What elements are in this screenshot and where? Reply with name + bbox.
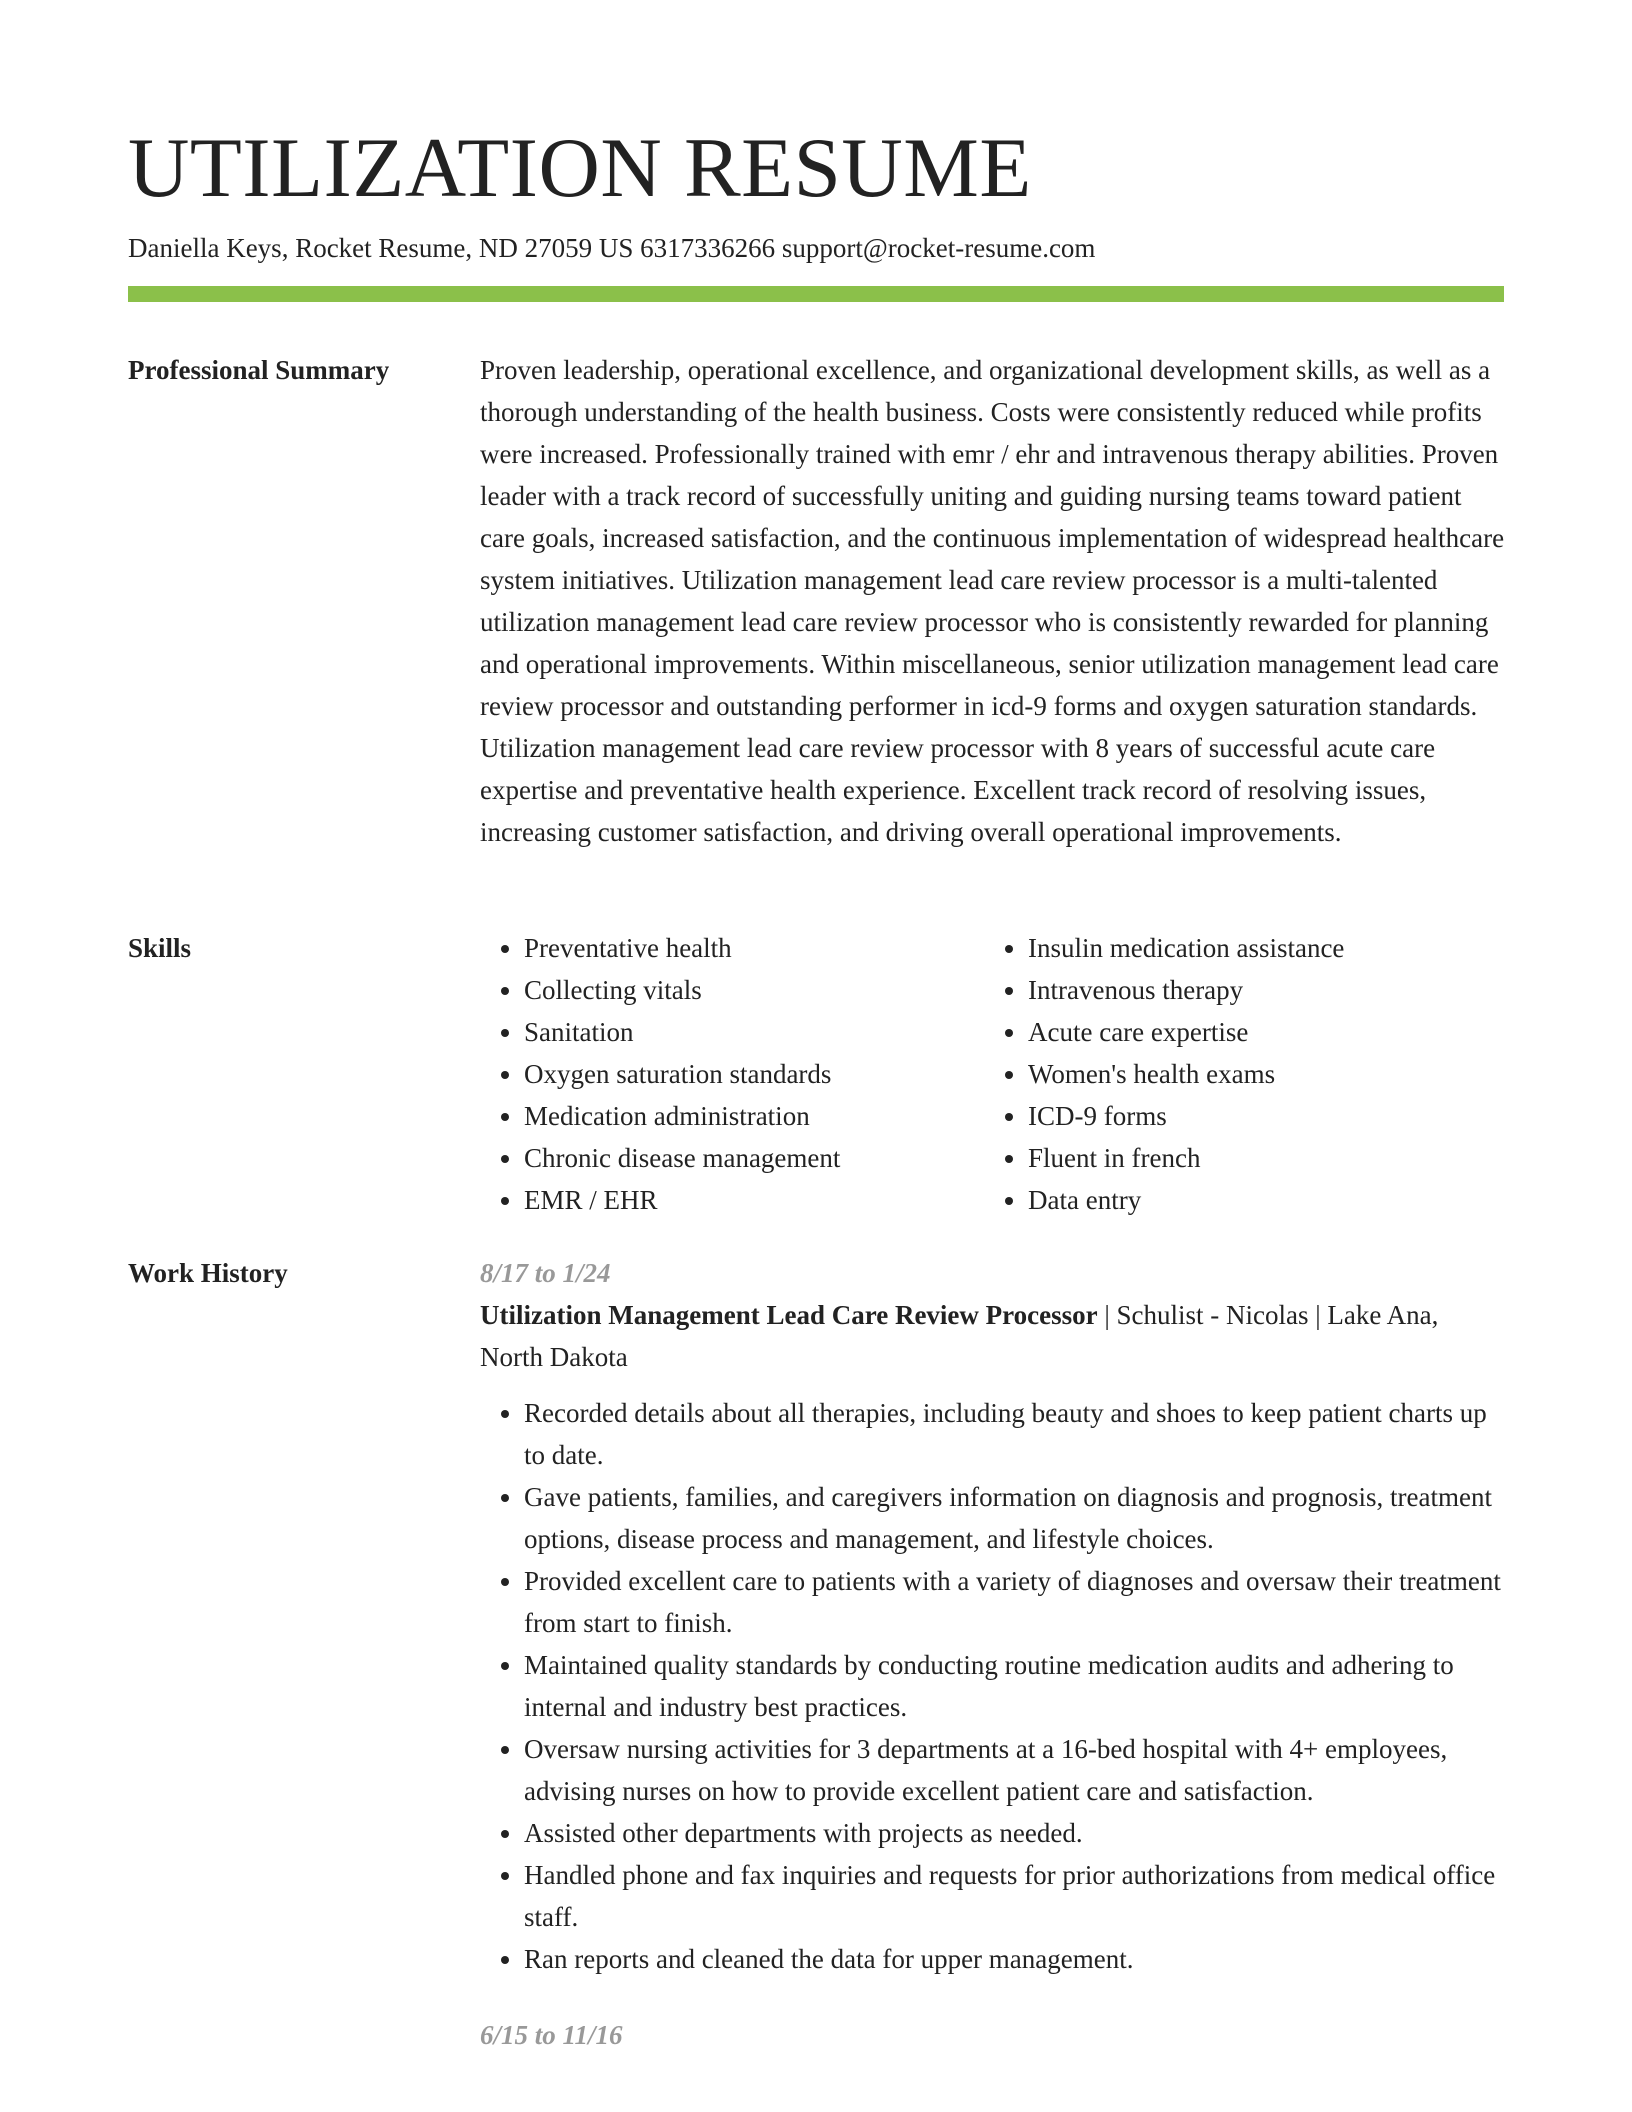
skill-item: • Sanitation <box>524 1011 984 1053</box>
skill-item: • Fluent in french <box>1028 1137 1488 1179</box>
skills-list-left <box>480 927 984 1221</box>
skill-item: • Women's health exams <box>1028 1053 1488 1095</box>
skills-label: Skills <box>128 933 192 963</box>
skill-item: • Insulin medication assistance <box>1028 927 1488 969</box>
job-dates: 8/17 to 1/24 <box>480 1258 611 1288</box>
header-divider <box>128 286 1504 302</box>
job-title: Utilization Management Lead Care Review Processor <box>480 1300 1098 1330</box>
job-entry <box>480 1252 1506 1980</box>
skill-item: • Oxygen saturation standards <box>524 1053 984 1095</box>
skill-item: • Medication administration <box>524 1095 984 1137</box>
job-entry <box>480 2014 1506 2056</box>
work-history-label: Work History <box>128 1258 288 1288</box>
skill-item: • Acute care expertise <box>1028 1011 1488 1053</box>
resume-title: UTILIZATION RESUME <box>128 121 1032 215</box>
job-dates: 6/15 to 11/16 <box>480 2020 623 2050</box>
skills-list-right <box>984 927 1488 1221</box>
job-bullet: • Handled phone and fax inquiries and requests for prior authorizations from medical office staff. <box>524 1854 1506 1938</box>
job-bullet: • Oversaw nursing activities for 3 departments at a 16-bed hospital with 4+ employees, advising nurses on how to provide excellent patient care and satisfaction. <box>524 1728 1506 1812</box>
work-history-body <box>480 1252 1506 2056</box>
job-bullet: • Recorded details about all therapies, including beauty and shoes to keep patient charts up to date. <box>524 1392 1506 1476</box>
job-bullet: • Assisted other departments with projects as needed. <box>524 1812 1506 1854</box>
contact-line: Daniella Keys, Rocket Resume, ND 27059 US 6317336266 support@rocket-resume.com <box>128 233 1096 263</box>
skill-item: • Preventative health <box>524 927 984 969</box>
summary-text: Proven leadership, operational excellence, and organizational development skills, as well as a thorough understanding of the health business. Costs were consistently reduced while profits were increased. Professionally trained with emr / ehr and intravenous therapy abilities. Proven leader with a track record of successfully uniting and guiding nursing teams toward patient care goals, increased satisfaction, and the continuous implementation of widespread healthcare system initiatives. Utilization management lead care review processor is a multi-talented utilization management lead care review processor who is consistently rewarded for planning and operational improvements. Within miscellaneous, senior utilization management lead care review processor and outstanding performer in icd-9 forms and oxygen saturation standards. Utilization management lead care review processor with 8 years of successful acute care expertise and preventative health experience. Excellent track record of resolving issues, increasing customer satisfaction, and driving overall operational improvements. <box>480 355 1505 847</box>
job-bullet: • Gave patients, families, and caregivers information on diagnosis and prognosis, treatment options, disease process and management, and lifestyle choices. <box>524 1476 1506 1560</box>
skills-body <box>480 927 1506 1221</box>
job-bullet: • Provided excellent care to patients with a variety of diagnoses and oversaw their treatment from start to finish. <box>524 1560 1506 1644</box>
summary-body <box>480 349 1506 853</box>
skills-columns <box>480 927 1506 1221</box>
job-details: | Schulist - Nicolas | Lake Ana, North Dakota <box>480 1300 1439 1372</box>
skill-item: • ICD-9 forms <box>1028 1095 1488 1137</box>
job-header <box>480 1294 1506 1378</box>
job-bullet: • Maintained quality standards by conducting routine medication audits and adhering to internal and industry best practices. <box>524 1644 1506 1728</box>
skill-item: • Data entry <box>1028 1179 1488 1221</box>
skill-item: • EMR / EHR <box>524 1179 984 1221</box>
job-bullet: • Ran reports and cleaned the data for upper management. <box>524 1938 1506 1980</box>
skill-item: • Chronic disease management <box>524 1137 984 1179</box>
skill-item: • Collecting vitals <box>524 969 984 1011</box>
job-bullet-list <box>480 1392 1506 1980</box>
summary-label: Professional Summary <box>128 355 390 385</box>
skill-item: • Intravenous therapy <box>1028 969 1488 1011</box>
